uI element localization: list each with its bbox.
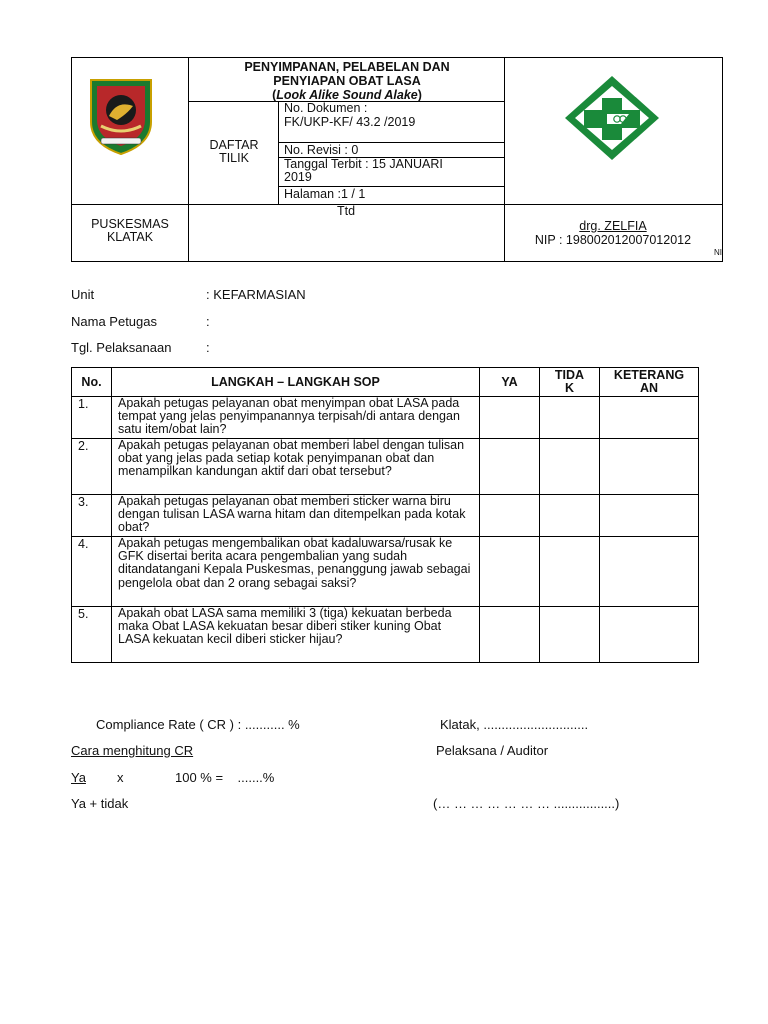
tidak-cell[interactable] xyxy=(540,397,600,439)
row-number: 3. xyxy=(72,495,112,537)
tanggal-terbit-line-1: Tanggal Terbit : 15 JANUARI xyxy=(284,157,443,171)
row-question: Apakah petugas pelayanan obat memberi sticker warna biru dengan tulisan LASA warna hitam dan ditempelkan pada kotak obat? xyxy=(112,495,480,537)
puskesmas-cross-icon xyxy=(563,74,661,167)
keterangan-line-2: AN xyxy=(639,381,659,395)
row-number: 1. xyxy=(72,397,112,439)
row-number: 4. xyxy=(72,537,112,607)
keterangan-cell[interactable] xyxy=(600,495,699,537)
signature-line: (… … … … … … … .................) xyxy=(433,796,620,811)
divider xyxy=(188,58,189,261)
row-number: 2. xyxy=(72,439,112,495)
compliance-rate: Compliance Rate ( CR ) : ........... % xyxy=(96,717,300,732)
table-row xyxy=(72,495,699,537)
tilik-line: TILIK xyxy=(219,151,249,165)
pelaksana-auditor: Pelaksana / Auditor xyxy=(436,743,549,758)
tidak-line-1: TIDA xyxy=(554,368,585,382)
unit-value: : KEFARMASIAN xyxy=(206,287,306,302)
row-number: 5. xyxy=(72,607,112,663)
no-dokumen-value: FK/UKP-KF/ 43.2 /2019 xyxy=(284,115,416,129)
title-line-1: PENYIMPANAN, PELABELAN DAN xyxy=(244,60,450,74)
puskesmas-line-1: PUSKESMAS xyxy=(91,217,169,231)
ya-cell[interactable] xyxy=(480,607,540,663)
formula-ya: Ya xyxy=(71,770,86,785)
divider xyxy=(278,101,279,204)
table-row xyxy=(72,607,699,663)
klatak-date: Klatak, ............................. xyxy=(440,717,589,732)
tgl-pelaksanaan-value: : xyxy=(206,340,210,355)
col-header-tidak xyxy=(540,368,600,397)
col-header-ya: YA xyxy=(480,368,540,397)
formula-percent: 100 % = .......% xyxy=(175,770,275,785)
table-row xyxy=(72,537,699,607)
title-line-3 xyxy=(190,88,504,102)
table-row xyxy=(72,397,699,439)
edge-text: NI xyxy=(714,248,722,257)
keterangan-cell[interactable] xyxy=(600,537,699,607)
checklist-table xyxy=(71,367,699,663)
title-line-2: PENYIAPAN OBAT LASA xyxy=(273,74,421,88)
tgl-pelaksanaan-label: Tgl. Pelaksanaan xyxy=(71,340,172,355)
tidak-cell[interactable] xyxy=(540,495,600,537)
tidak-cell[interactable] xyxy=(540,537,600,607)
tanggal-terbit-line-2: 2019 xyxy=(284,170,312,184)
paren-close: ) xyxy=(417,88,422,102)
signer-nip: NIP : 198002012007012012 xyxy=(534,233,692,247)
tidak-line-2: K xyxy=(564,381,575,395)
ya-cell[interactable] xyxy=(480,397,540,439)
signer-name-text: drg. ZELFIA xyxy=(579,219,647,233)
title-italic: Look Alike Sound Alake xyxy=(276,88,418,102)
header-table xyxy=(71,57,723,262)
col-header-keterangan xyxy=(600,368,699,397)
ttd-label: Ttd xyxy=(336,204,356,218)
keterangan-line-1: KETERANG xyxy=(613,368,685,382)
col-header-langkah: LANGKAH – LANGKAH SOP xyxy=(112,368,480,397)
ya-cell[interactable] xyxy=(480,439,540,495)
daftar-line: DAFTAR xyxy=(209,138,259,152)
table-header-row xyxy=(72,368,699,397)
formula-x: x xyxy=(117,770,124,785)
puskesmas-name xyxy=(72,218,188,244)
ya-cell[interactable] xyxy=(480,537,540,607)
keterangan-cell[interactable] xyxy=(600,607,699,663)
unit-label: Unit xyxy=(71,287,95,302)
row-question: Apakah petugas pelayanan obat menyimpan obat LASA pada tempat yang jelas penyimpanannya terpisah/di antara dengan satu item/obat lain? xyxy=(112,397,480,439)
tidak-cell[interactable] xyxy=(540,439,600,495)
keterangan-cell[interactable] xyxy=(600,397,699,439)
nama-petugas-label: Nama Petugas xyxy=(71,314,157,329)
no-revisi: No. Revisi : 0 xyxy=(284,143,359,157)
col-header-no: No. xyxy=(72,368,112,397)
ya-cell[interactable] xyxy=(480,495,540,537)
no-dokumen-label: No. Dokumen : xyxy=(284,101,368,115)
signer-name xyxy=(504,220,722,233)
tidak-cell[interactable] xyxy=(540,607,600,663)
nama-petugas-value: : xyxy=(206,314,210,329)
keterangan-cell[interactable] xyxy=(600,439,699,495)
row-question: Apakah petugas mengembalikan obat kadaluwarsa/rusak ke GFK disertai berita acara pengembalian yang sudah ditandatangani Kepala Puskesmas, penanggung jawab sebagai pengelola obat dan 2 orang sebagai saksi? xyxy=(112,537,480,607)
daftar-tilik-label xyxy=(190,139,278,165)
formula-denominator: Ya + tidak xyxy=(71,796,129,811)
regional-emblem-icon xyxy=(87,76,155,161)
halaman: Halaman :1 / 1 xyxy=(284,187,366,201)
row-question: Apakah obat LASA sama memiliki 3 (tiga) kekuatan berbeda maka Obat LASA kekuatan besar diberi stiker kuning Obat LASA kekuatan kecil diberi sticker hijau? xyxy=(112,607,480,663)
puskesmas-line-2: KLATAK xyxy=(106,230,154,244)
row-question: Apakah petugas pelayanan obat memberi label dengan tulisan obat yang jelas pada setiap kotak penyimpanan obat dan menampilkan kandungan aktif dari obat tersebut? xyxy=(112,439,480,495)
table-row xyxy=(72,439,699,495)
paren-open: ( xyxy=(272,88,277,102)
cara-menghitung: Cara menghitung CR xyxy=(71,743,194,758)
document-title xyxy=(190,60,504,102)
